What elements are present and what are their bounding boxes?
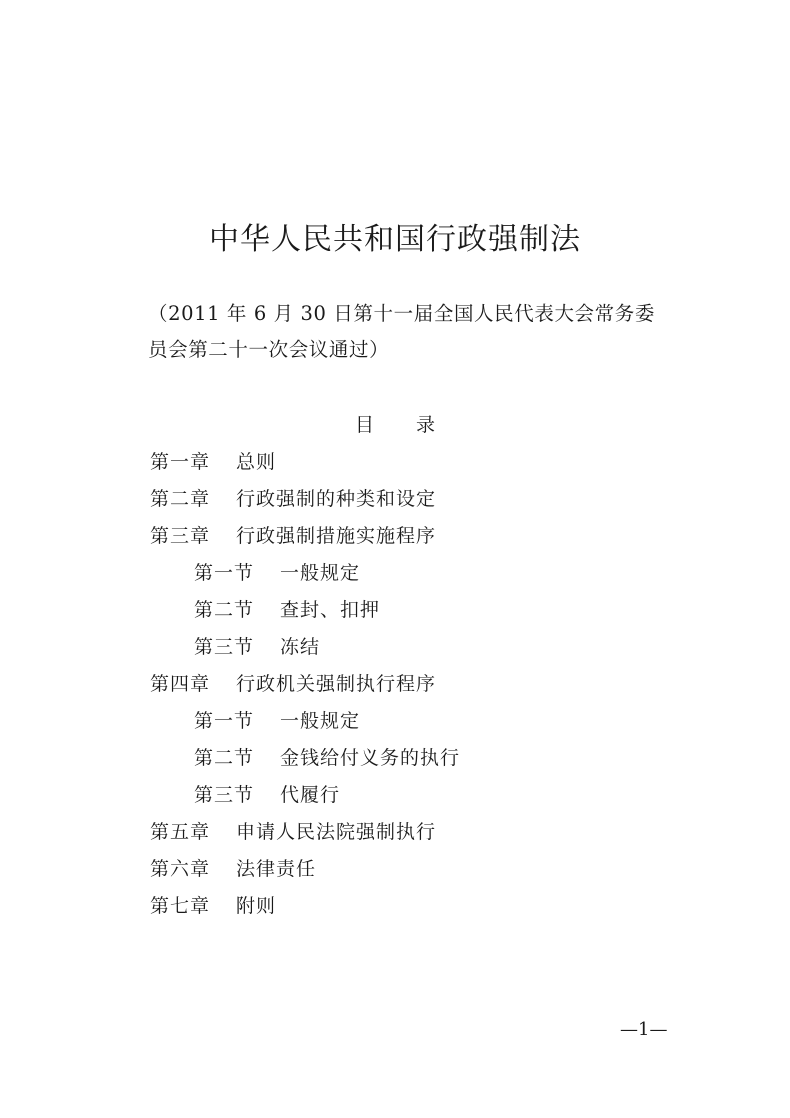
toc-title: 金钱给付义务的执行 xyxy=(280,747,461,769)
toc-title: 法律责任 xyxy=(236,858,317,880)
toc-number: 第二节 xyxy=(194,747,255,769)
toc-number: 第三章 xyxy=(150,525,211,547)
toc-section xyxy=(150,703,690,740)
toc-heading xyxy=(0,410,790,437)
toc-title: 行政强制措施实施程序 xyxy=(236,525,437,547)
toc-number: 第一章 xyxy=(150,451,211,473)
toc-heading-char: 录 xyxy=(416,414,436,436)
toc-chapter xyxy=(150,851,690,888)
toc-title: 一般规定 xyxy=(280,562,361,584)
toc-section xyxy=(150,592,690,629)
toc-title: 申请人民法院强制执行 xyxy=(236,821,437,843)
toc-chapter xyxy=(150,666,690,703)
toc-number: 第三节 xyxy=(194,636,255,658)
toc-title: 总则 xyxy=(236,451,277,473)
toc-number: 第二章 xyxy=(150,488,211,510)
toc-title: 行政强制的种类和设定 xyxy=(236,488,437,510)
toc-title: 行政机关强制执行程序 xyxy=(236,673,437,695)
toc-number: 第六章 xyxy=(150,858,211,880)
toc-title: 代履行 xyxy=(280,784,341,806)
toc-title: 附则 xyxy=(236,895,277,917)
toc-number: 第三节 xyxy=(194,784,255,806)
toc-title: 冻结 xyxy=(280,636,321,658)
toc-title: 一般规定 xyxy=(280,710,361,732)
document-title: 中华人民共和国行政强制法 xyxy=(209,222,581,257)
table-of-contents xyxy=(150,444,690,925)
toc-number: 第七章 xyxy=(150,895,211,917)
toc-number: 第五章 xyxy=(150,821,211,843)
toc-number: 第四章 xyxy=(150,673,211,695)
toc-section xyxy=(150,629,690,666)
page-number: —1— xyxy=(620,1019,668,1040)
toc-chapter xyxy=(150,518,690,555)
toc-chapter xyxy=(150,888,690,925)
toc-number: 第一节 xyxy=(194,562,255,584)
toc-chapter xyxy=(150,814,690,851)
toc-section xyxy=(150,555,690,592)
toc-section xyxy=(150,777,690,814)
toc-number: 第一节 xyxy=(194,710,255,732)
toc-chapter xyxy=(150,481,690,518)
toc-chapter xyxy=(150,444,690,481)
document-subtitle: （2011 年 6 月 30 日第十一届全国人民代表大会常务委员会第二十一次会议通过） xyxy=(148,302,655,361)
toc-title: 查封、扣押 xyxy=(280,599,381,621)
toc-heading-char: 目 xyxy=(354,414,374,436)
toc-number: 第二节 xyxy=(194,599,255,621)
toc-section xyxy=(150,740,690,777)
